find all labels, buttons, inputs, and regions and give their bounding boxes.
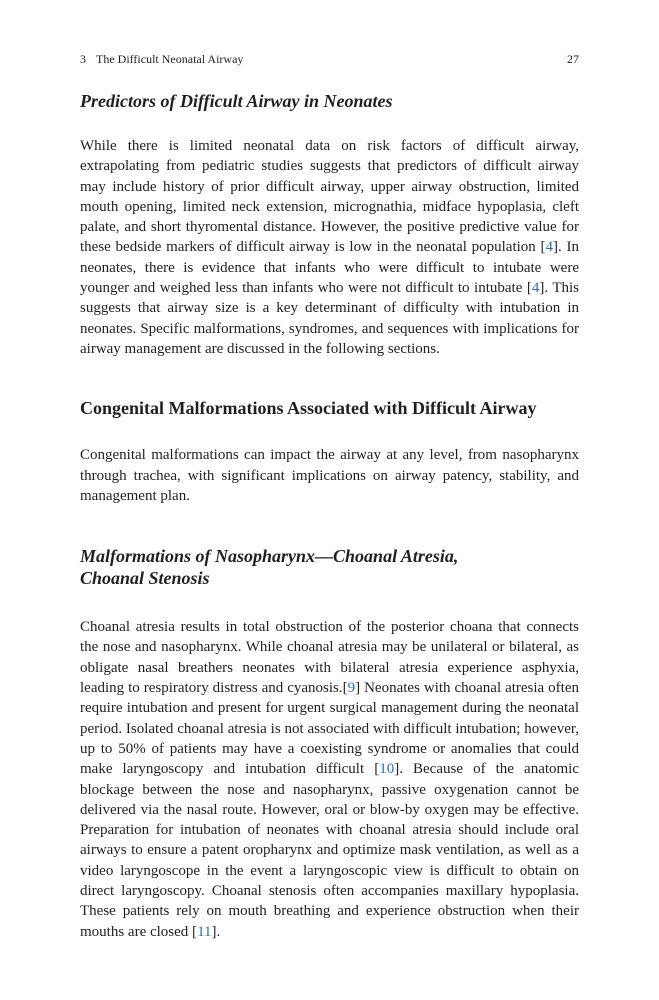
- heading-line-1: Malformations of Nasopharynx—Choanal Atresia,: [80, 546, 459, 567]
- paragraph-congenital-malformations: [80, 445, 579, 506]
- paragraph-choanal-atresia: [80, 617, 579, 942]
- chapter-title: The Difficult Neonatal Airway: [96, 52, 244, 66]
- section-heading-congenital-malformations: Congenital Malformations Associated with Difficult Airway: [80, 398, 537, 419]
- citation-link[interactable]: 9: [347, 680, 356, 697]
- chapter-number: 3: [80, 52, 86, 66]
- paragraph-text: ].: [211, 923, 221, 940]
- paragraph-text: ] Neonates with choanal atresia often require intubation and present for urgent surgical management during the neonatal period. Isolated choanal atresia is not associated with difficult intubation; however, up to 50% of patients may have a coexisting syndrome or anomalies that could make laryngoscopy and intubation difficult [: [80, 680, 579, 778]
- paragraph-text: ]. In neonates, there is evidence that infants who were difficult to intubate were younger and weighed less than infants who were not difficult to intubate [: [80, 239, 580, 297]
- running-head: [80, 52, 579, 67]
- paragraph-text: Choanal atresia results in total obstruction of the posterior choana that connects the nose and nasopharynx. While choanal atresia may be unilateral or bilateral, as obligate nasal breathers neonates with bilateral atresia experience asphyxia, leading to respiratory distress and cyanosis.[: [80, 619, 579, 697]
- chapter-heading: [80, 52, 243, 67]
- heading-line-2: Choanal Stenosis: [80, 568, 210, 589]
- section-heading-predictors: Predictors of Difficult Airway in Neonates: [80, 91, 393, 111]
- citation-link[interactable]: 10: [379, 761, 395, 778]
- paragraph-predictors: [80, 136, 579, 359]
- page-number: 27: [567, 52, 579, 66]
- paragraph-text: ]. This suggests that airway size is a key determinant of difficulty with intubation in neonates. Specific malformations, syndromes, and sequences with implications for airway management are discussed in the following sections.: [80, 280, 579, 357]
- paragraph-text: Congenital malformations can impact the airway at any level, from nasopharynx through trachea, with significant implications on airway patency, stability, and management plan.: [80, 447, 579, 504]
- paragraph-text: While there is limited neonatal data on risk factors of difficult airway, extrapolating from pediatric studies suggests that predictors of difficult airway may include history of prior difficult airway, upper airway obstruction, limited mouth opening, limited neck extension, micrognathia, midface hypoplasia, cleft palate, and short thyromental distance. However, the positive predictive value for these bedside markers of difficult airway is low in the neonatal population [: [80, 138, 579, 256]
- section-heading-nasopharynx: [80, 545, 579, 589]
- citation-link[interactable]: 4: [531, 280, 540, 297]
- citation-link[interactable]: 11: [197, 923, 212, 940]
- main-content: [80, 90, 579, 942]
- citation-link[interactable]: 4: [545, 239, 554, 256]
- paragraph-text: ]. Because of the anatomic blockage between the nose and nasopharynx, passive oxygenation cannot be delivered via the nasal route. However, oral or blow-by oxygen may be effective. Preparation for intubation of neonates with choanal atresia should include oral airways to ensure a patent oropharynx and optimize mask ventilation, as well as a video laryngoscope in the event a laryngoscopic view is difficult to obtain on direct laryngoscopy. Choanal stenosis often accompanies maxillary hypoplasia. These patients rely on mouth breathing and experience obstruction when their mouths are closed [: [80, 761, 580, 940]
